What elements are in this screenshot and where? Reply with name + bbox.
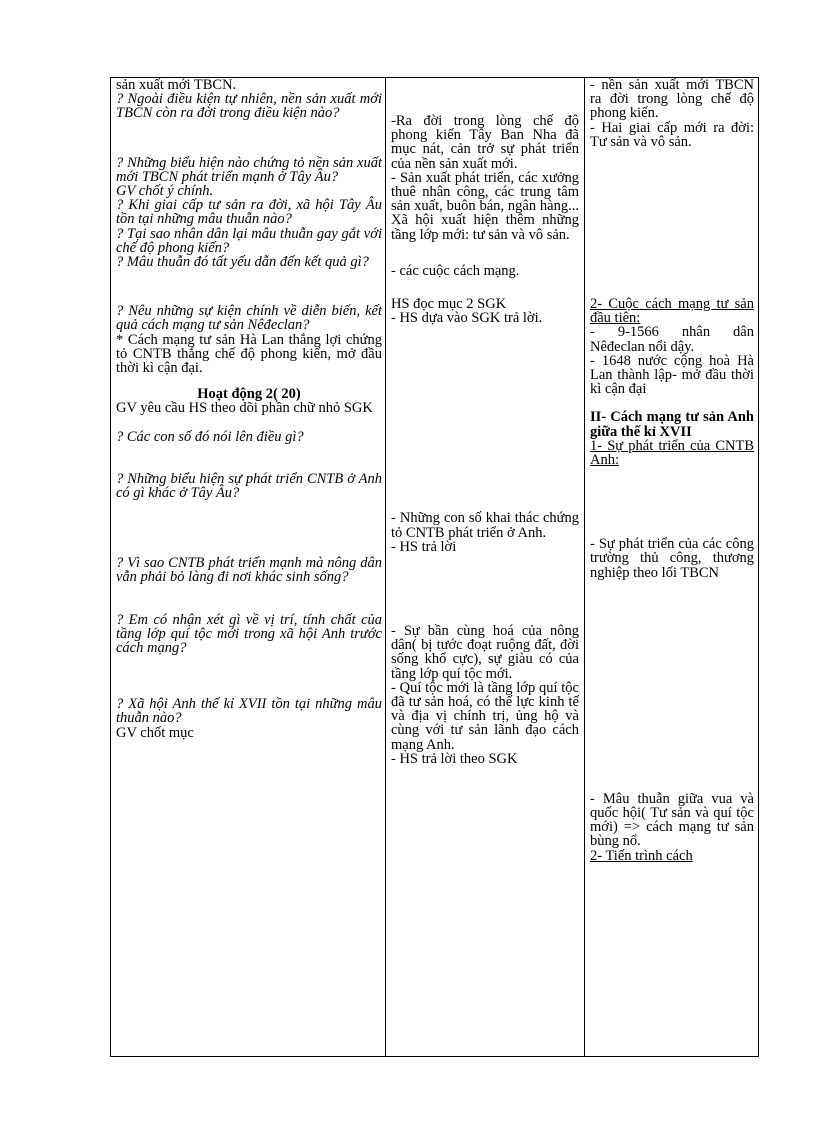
answer: -Ra đời trong lòng chế độ phong kiến Tây Ban Nha đã mục nát, cản trở sự phát triển của nền sản xuất mới. [391, 113, 579, 172]
section-heading: 1- Sự phát triển của CNTB Anh: [590, 437, 754, 469]
question: ? Em có nhận xét gì về vị trí, tính chất của tầng lớp quí tộc mới trong xã hội Anh trước cách mạng? [116, 611, 382, 657]
student-activity-column [391, 78, 579, 1056]
question: ? Vì sao CNTB phát triển mạnh mà nông dân vẫn phải bỏ làng đi nơi khác sinh sống? [116, 555, 382, 586]
part-heading: II- Cách mạng tư sản Anh giữa thế kỉ XVII [590, 409, 754, 440]
answer: - Những con số khai thác chứng tỏ CNTB phát triển ở Anh. [391, 510, 579, 541]
activity-heading: Hoạt động 2( 20) [197, 386, 301, 403]
column-divider-1 [385, 77, 386, 1057]
question: ? Ngoài điều kiện tự nhiên, nền sản xuất mới TBCN còn ra đời trong điều kiện nào? [116, 91, 382, 122]
answer: HS đọc mục 2 SGK [391, 296, 507, 313]
question: ? Những biểu hiện sự phát triển CNTB ở Anh có gì khác ở Tây Âu? [116, 470, 382, 502]
content-note: - Sự phát triển của các công trường thủ công, thương nghiệp theo lối TBCN [590, 536, 754, 581]
answer: - Quí tộc mới là tầng lớp quí tộc đã tư sản hoá, có thế lực kinh tế và địa vị chính trị, ủng hộ và cùng với tư sản lãnh đạo cách mạng Anh. [391, 679, 579, 753]
teacher-note: GV chốt mục [116, 724, 194, 741]
answer: - Sự bần cùng hoá của nông dân( bị tước đoạt ruộng đất, đời sống khổ cực), sự giàu có của tầng lớp quí tộc mới. [391, 623, 579, 682]
question: ? Các con số đó nói lên điều gì? [116, 428, 304, 445]
question: ? Những biểu hiện nào chứng tỏ nền sản xuất mới TBCN phát triển mạnh ở Tây Âu? [116, 154, 382, 185]
teacher-activity-column [116, 78, 382, 1056]
text-line: sản xuất mới TBCN. [116, 78, 237, 93]
content-column [590, 78, 754, 1056]
section-heading: 2- Tiến trình cách [590, 847, 693, 864]
answer: - Sản xuất phát triển, các xưởng thuê nhân công, các trung tâm sản xuất, buôn bán, ngân hàng... Xã hội xuất hiện thêm những tầng lớp mới: tư sản và vô sản. [391, 169, 579, 243]
teacher-instruction: GV yêu cầu HS theo dõi phần chữ nhỏ SGK [116, 400, 373, 417]
content-note: - Mâu thuẫn giữa vua và quốc hội( Tư sản và quí tộc mới) => cách mạng tư sản bùng nổ. [590, 790, 754, 850]
answer: - HS trả lời theo SGK [391, 750, 518, 767]
answer: - HS trả lời [391, 538, 457, 555]
conclusion-note: * Cách mạng tư sản Hà Lan thắng lợi chứng tỏ CNTB thắng chế độ phong kiến, mở đầu thời kì cận đại. [116, 331, 382, 377]
question: ? Xã hội Anh thế kỉ XVII tồn tại những mâu thuẫn nào? [116, 696, 382, 727]
teacher-note: GV chốt ý chính. [116, 183, 214, 200]
question: ? Khi giai cấp tư sản ra đời, xã hội Tây Âu tồn tại những mâu thuẫn nào? [116, 197, 382, 228]
section-heading: 2- Cuộc cách mạng tư sản đầu tiên: [590, 296, 754, 327]
content-note: - Hai giai cấp mới ra đời: Tư sản và vô sản. [590, 119, 754, 150]
question: ? Nêu những sự kiện chính về diễn biến, kết quả cách mạng tư sản Nêđeclan? [116, 303, 382, 334]
content-note: - 9-1566 nhân dân Nêđeclan nổi dậy. [590, 324, 754, 355]
question: ? Mâu thuẫn đó tất yếu dẫn đến kết quả gì? [116, 254, 369, 271]
answer: - HS dựa vào SGK trả lời. [391, 310, 543, 327]
content-note: - 1648 nước cộng hoà Hà Lan thành lập- mở đầu thời kì cận đại [590, 352, 754, 398]
answer: - các cuộc cách mạng. [391, 262, 520, 279]
column-divider-2 [584, 77, 585, 1057]
content-note: - nền sản xuất mới TBCN ra đời trong lòng chế độ phong kiến. [590, 78, 754, 122]
question: ? Tại sao nhân dân lại mâu thuẫn gay gắt với chế độ phong kiến? [116, 225, 382, 256]
